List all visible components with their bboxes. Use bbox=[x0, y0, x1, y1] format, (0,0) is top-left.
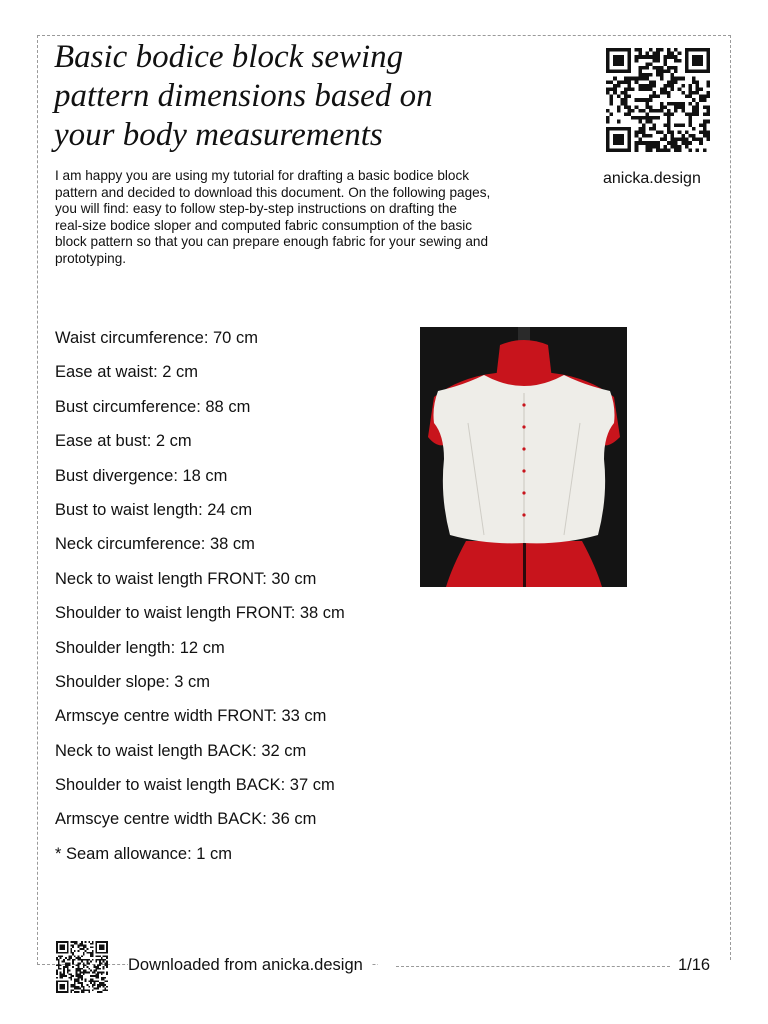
measurement-item: Bust divergence: 18 cm bbox=[55, 466, 228, 485]
measurement-item: Shoulder length: 12 cm bbox=[55, 638, 225, 657]
qr-module-pattern bbox=[56, 941, 108, 993]
title-line: your body measurements bbox=[54, 117, 383, 153]
pin-marker bbox=[522, 513, 525, 516]
footer-text: Downloaded from anicka.design bbox=[128, 956, 371, 975]
site-label: anicka.design bbox=[603, 170, 701, 187]
measurement-item: Shoulder to waist length FRONT: 38 cm bbox=[55, 604, 345, 623]
pin-marker bbox=[522, 491, 525, 494]
footer-divider bbox=[396, 966, 670, 967]
measurement-item: Bust circumference: 88 cm bbox=[55, 397, 251, 416]
title-line: Basic bodice block sewing bbox=[54, 39, 404, 75]
measurement-item: Armscye centre width BACK: 36 cm bbox=[55, 810, 317, 829]
pin-marker bbox=[522, 447, 525, 450]
pin-marker bbox=[522, 403, 525, 406]
measurement-item: * Seam allowance: 1 cm bbox=[55, 844, 232, 863]
page-title bbox=[54, 38, 524, 155]
measurement-item: Ease at bust: 2 cm bbox=[55, 432, 192, 451]
pin-marker bbox=[522, 425, 525, 428]
measurement-item: Shoulder slope: 3 cm bbox=[55, 672, 211, 691]
intro-line: prototyping. bbox=[55, 250, 127, 266]
bodice-photo bbox=[420, 327, 627, 587]
intro-line: you will find: easy to follow step-by-step instructions on drafting the bbox=[55, 201, 457, 217]
measurement-item: Waist circumference: 70 cm bbox=[55, 329, 258, 347]
measurements-list bbox=[55, 327, 345, 877]
page-number: 1/16 bbox=[678, 956, 711, 974]
title-line: pattern dimensions based on bbox=[54, 78, 433, 114]
qr-code-icon bbox=[55, 941, 109, 993]
intro-line: pattern and decided to download this document. On the following pages, bbox=[55, 184, 491, 200]
intro-line: block pattern so that you can prepare enough fabric for your sewing and bbox=[55, 234, 489, 250]
measurement-item: Bust to waist length: 24 cm bbox=[55, 500, 253, 519]
measurement-item: Neck circumference: 38 cm bbox=[55, 535, 255, 554]
qr-modules bbox=[56, 941, 108, 993]
measurement-item: Neck to waist length BACK: 32 cm bbox=[55, 741, 307, 760]
measurement-item: Shoulder to waist length BACK: 37 cm bbox=[55, 776, 335, 795]
intro-line: I am happy you are using my tutorial for drafting a basic bodice block bbox=[55, 168, 470, 183]
intro-line: real-size bodice sloper and computed fabric consumption of the basic bbox=[55, 217, 473, 233]
qr-module-pattern bbox=[606, 48, 710, 152]
measurement-item: Armscye centre width FRONT: 33 cm bbox=[55, 707, 327, 726]
measurement-item: Ease at waist: 2 cm bbox=[55, 363, 199, 382]
qr-code-icon bbox=[604, 48, 712, 152]
measurement-item: Neck to waist length FRONT: 30 cm bbox=[55, 569, 317, 588]
qr-modules bbox=[606, 48, 710, 152]
mannequin-centre-seam bbox=[523, 541, 526, 587]
pin-marker bbox=[522, 469, 525, 472]
intro-paragraph bbox=[55, 168, 565, 268]
